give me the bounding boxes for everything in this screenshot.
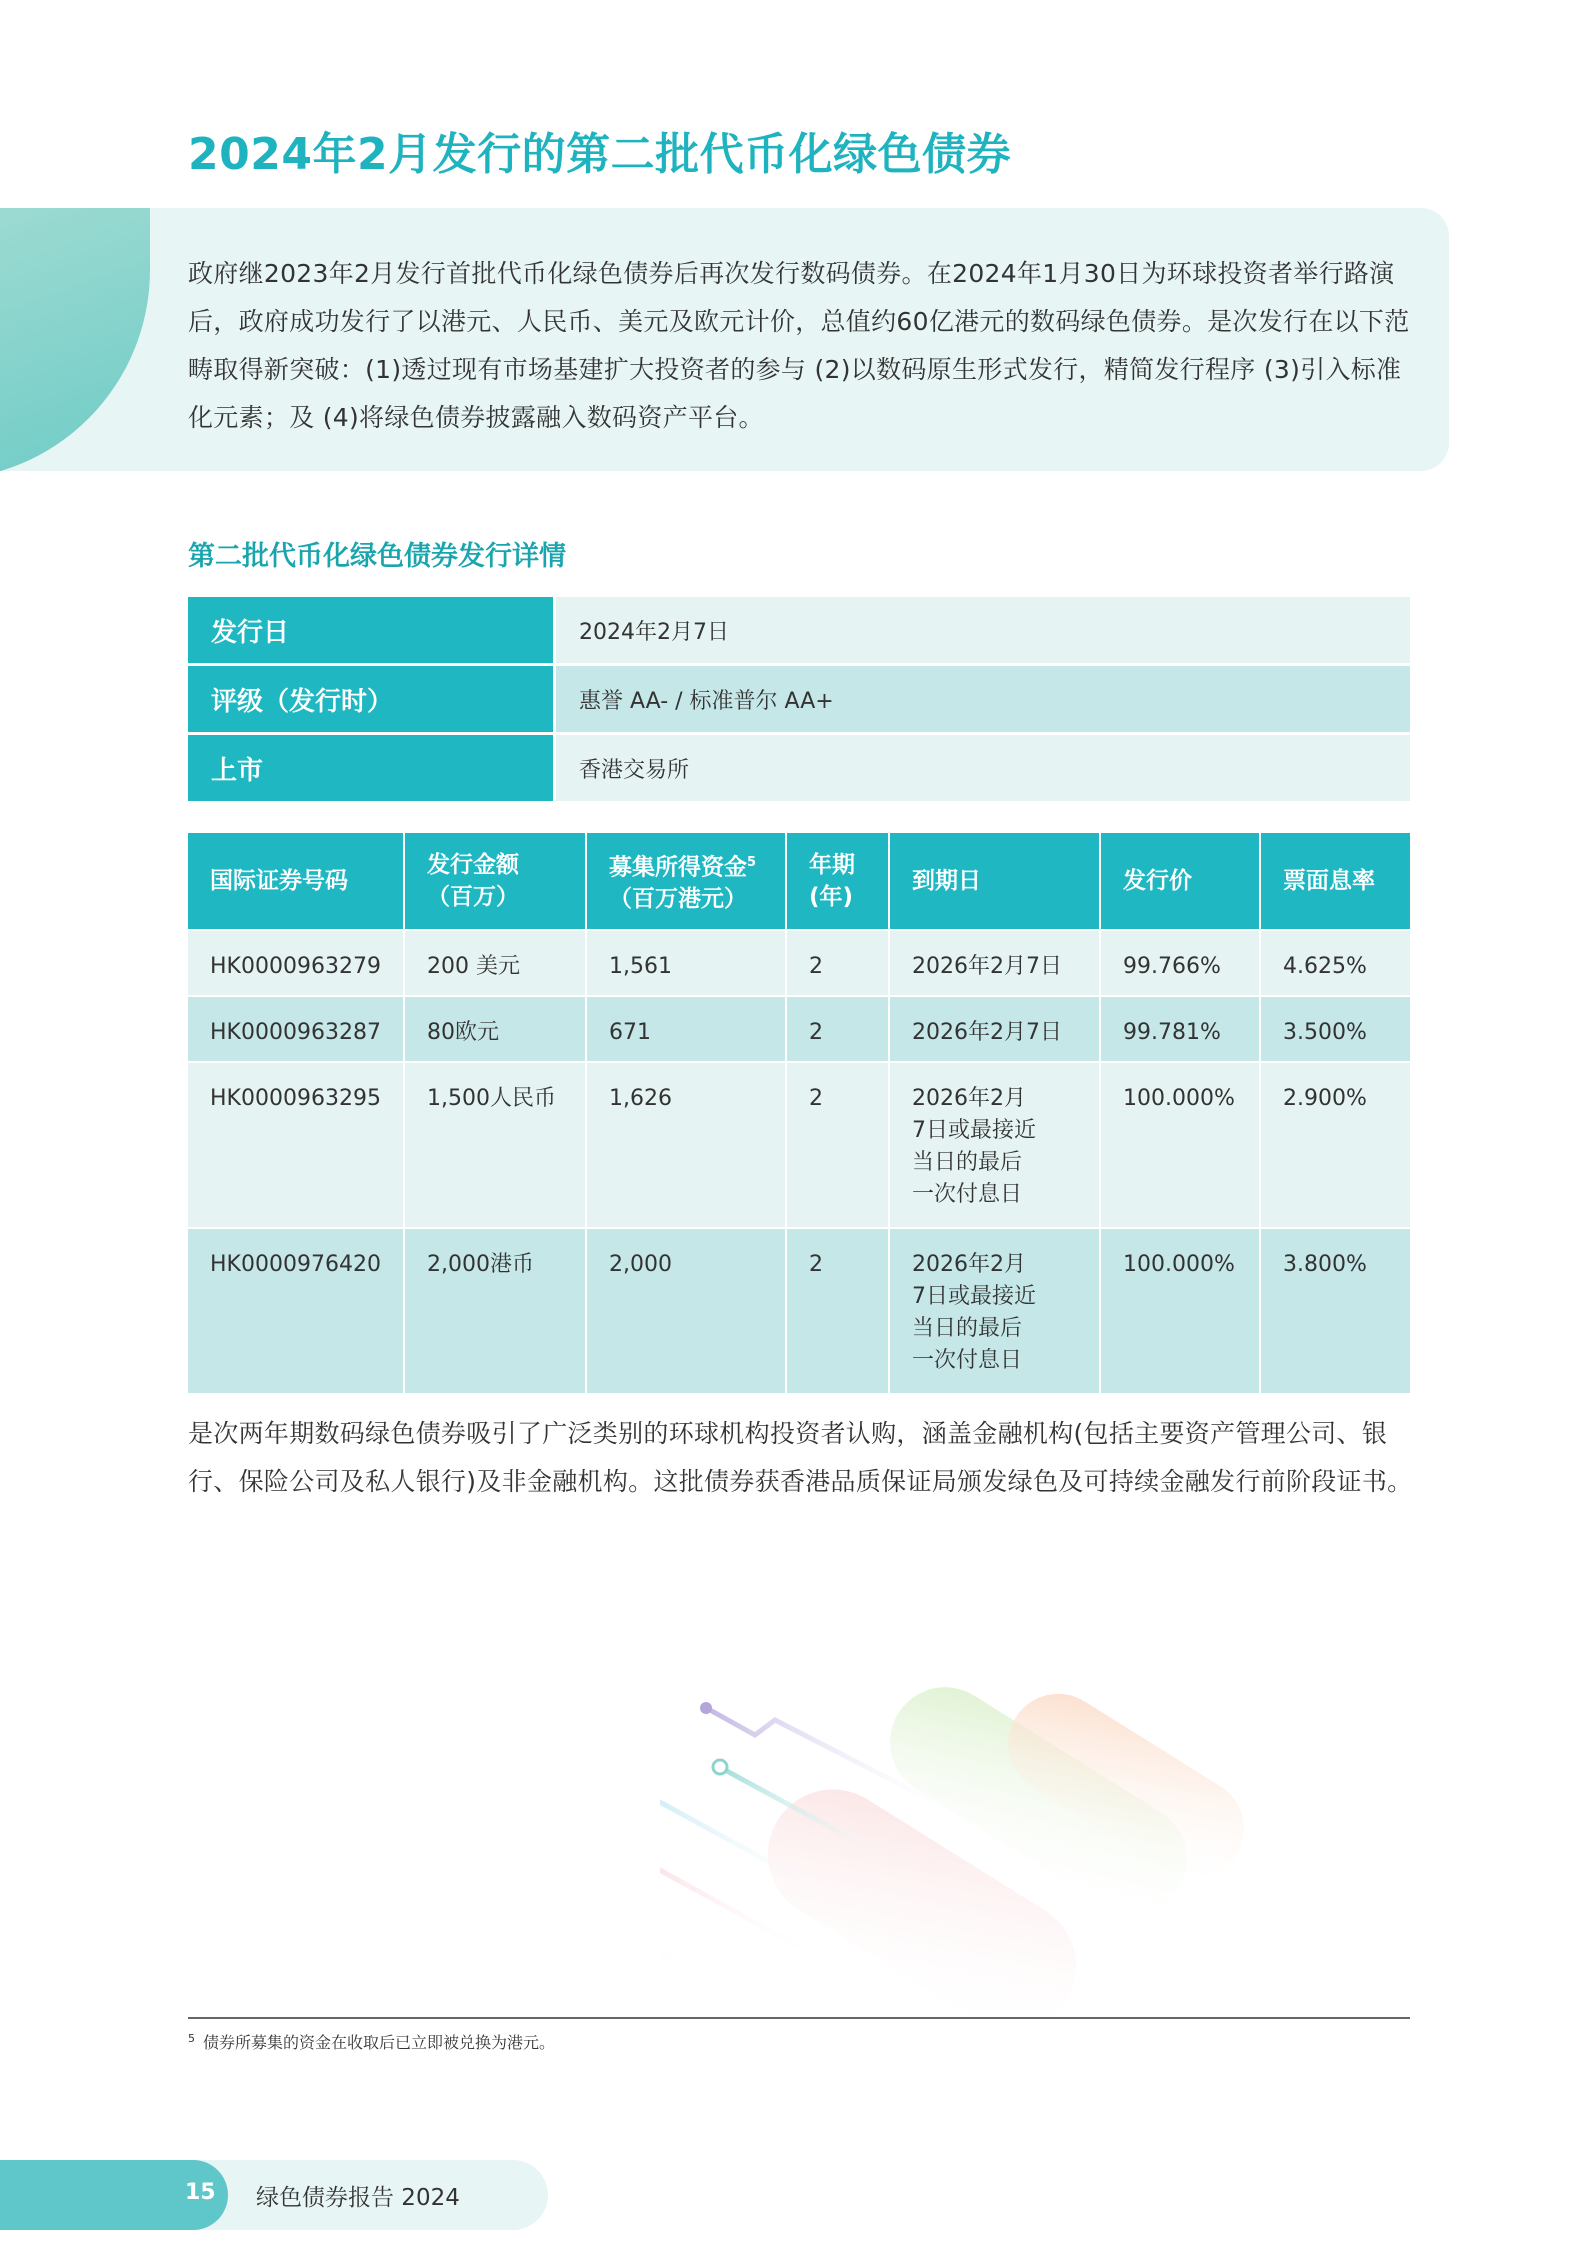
info-value: 香港交易所 [555,734,1411,803]
cell-amount: 200 美元 [404,930,586,996]
header-isin: 国际证券号码 [188,833,404,930]
info-value: 惠誉 AA- / 标准普尔 AA+ [555,665,1411,734]
cell-proceeds: 1,626 [586,1062,786,1228]
info-label: 评级（发行时） [188,665,555,734]
cell-coupon: 4.625% [1260,930,1410,996]
footnote [188,2030,555,2053]
decorative-circuit-graphic [660,1640,1380,2020]
info-row [188,734,1410,803]
cell-tenor: 2 [786,996,889,1062]
cell-proceeds: 671 [586,996,786,1062]
bond-details-table [188,833,1410,1393]
header-tenor: 年期 (年) [786,833,889,930]
cell-maturity: 2026年2月7日 [889,930,1100,996]
page-title: 2024年2月发行的第二批代币化绿色债券 [188,129,1012,180]
info-label: 上市 [188,734,555,803]
cell-price: 100.000% [1100,1228,1260,1393]
info-value: 2024年2月7日 [555,597,1411,665]
table-header-row [188,833,1410,930]
footnote-divider [188,2017,1410,2019]
info-label: 发行日 [188,597,555,665]
header-maturity: 到期日 [889,833,1100,930]
cell-maturity: 2026年2月7日 [889,996,1100,1062]
cell-proceeds: 1,561 [586,930,786,996]
cell-coupon: 3.500% [1260,996,1410,1062]
cell-price: 100.000% [1100,1062,1260,1228]
cell-coupon: 2.900% [1260,1062,1410,1228]
cell-coupon: 3.800% [1260,1228,1410,1393]
cell-tenor: 2 [786,930,889,996]
intro-box [0,208,1449,471]
cell-maturity: 2026年2月 7日或最接近 当日的最后 一次付息日 [889,1228,1100,1393]
decorative-corner-shape [0,208,150,471]
cell-amount: 1,500人民币 [404,1062,586,1228]
cell-amount: 2,000港币 [404,1228,586,1393]
cell-tenor: 2 [786,1062,889,1228]
header-price: 发行价 [1100,833,1260,930]
info-row [188,597,1410,665]
cell-tenor: 2 [786,1228,889,1393]
cell-isin: HK0000976420 [188,1228,404,1393]
cell-amount: 80欧元 [404,996,586,1062]
footnote-ref: 5 [747,854,757,870]
info-row [188,665,1410,734]
footnote-text: 债券所募集的资金在收取后已立即被兑换为港元。 [203,2033,556,2052]
closing-paragraph: 是次两年期数码绿色债券吸引了广泛类别的环球机构投资者认购，涵盖金融机构(包括主要资产管理公司、银行、保险公司及私人银行)及非金融机构。这批债券获香港品质保证局颁发绿色及可持续金融发行前阶段证书。 [188,1419,1413,1496]
circuit-loop-blue [660,1837,700,1975]
page-number: 15 [185,2180,216,2205]
cell-price: 99.781% [1100,996,1260,1062]
section-subtitle: 第二批代币化绿色债券发行详情 [188,541,566,572]
cell-isin: HK0000963287 [188,996,404,1062]
cell-proceeds: 2,000 [586,1228,786,1393]
cell-price: 99.766% [1100,930,1260,996]
table-row [188,1062,1410,1228]
table-row [188,996,1410,1062]
cell-isin: HK0000963295 [188,1062,404,1228]
header-proceeds: 募集所得资金$^5$ （百万港元） [586,833,786,930]
report-name: 绿色债券报告 2024 [256,2185,460,2211]
header-coupon: 票面息率 [1260,833,1410,930]
table-row [188,1228,1410,1393]
circuit-node-teal [713,1760,727,1774]
header-amount: 发行金额 （百万） [404,833,586,930]
footnote-mark: 5 [188,2031,195,2045]
cell-maturity: 2026年2月 7日或最接近 当日的最后 一次付息日 [889,1062,1100,1228]
table-row [188,930,1410,996]
circuit-node-purple [700,1702,712,1714]
intro-paragraph: 政府继2023年2月发行首批代币化绿色债券后再次发行数码债券。在2024年1月30日为环球投资者举行路演后，政府成功发行了以港元、人民币、美元及欧元计价，总值约60亿港元的数码绿色债券。是次发行在以下范畴取得新突破：(1)透过现有市场基建扩大投资者的参与 (2)以数码原生形式发行，精简发行程序 (3)引入标准化元素；及 (4)将绿色债券披露融入数码资产平台。 [188,259,1410,432]
issue-info-table [188,597,1410,804]
cell-isin: HK0000963279 [188,930,404,996]
